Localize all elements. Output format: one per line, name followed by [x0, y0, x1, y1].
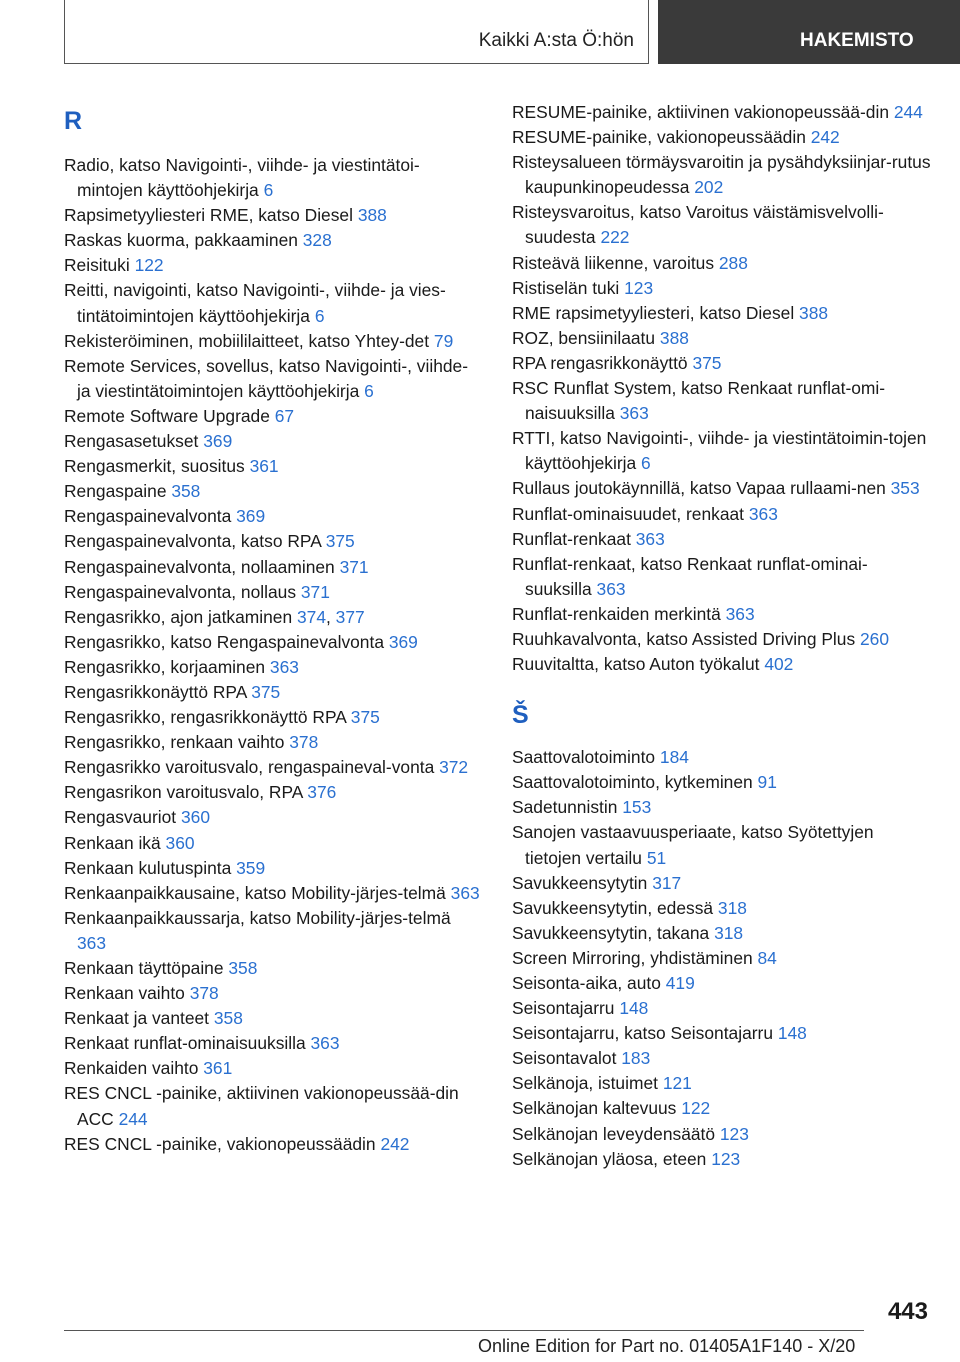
index-entry-text: Rengasmerkit, suositus: [64, 456, 245, 477]
page-reference-link[interactable]: 363: [748, 503, 778, 524]
index-entry-text: Rengaspainevalvonta, nollaus: [64, 581, 297, 602]
index-entry-text: Seisontajarru: [512, 998, 615, 1019]
index-entry-text: Rekisteröiminen, mobiililaitteet, katso Yhtey-det: [64, 330, 430, 351]
index-entry-text: RME rapsimetyyliesteri, katso Diesel: [512, 302, 795, 323]
index-entry-text: Selkänoja, istuimet: [512, 1073, 658, 1094]
index-entry: [64, 253, 484, 278]
page-reference-link[interactable]: 375: [325, 531, 355, 552]
page-reference-link[interactable]: 375: [350, 707, 380, 728]
index-entry: [512, 896, 932, 921]
index-entry-text: Rengasrikko, rengasrikkonäyttö RPA: [64, 707, 346, 728]
index-entry-text: Rengasrikko, renkaan vaihto: [64, 732, 285, 753]
page-reference-link[interactable]: 369: [236, 506, 266, 527]
page-reference-link[interactable]: 91: [757, 772, 777, 793]
index-entry: [512, 1046, 932, 1071]
page-reference-link[interactable]: 369: [203, 431, 233, 452]
index-entry: [64, 655, 484, 680]
index-entry-text: Renkaat ja vanteet: [64, 1008, 210, 1029]
page-reference-link[interactable]: 51: [646, 847, 667, 868]
index-entry: [512, 1021, 932, 1046]
index-entry-text: Renkaanpaikkaussarja, katso Mobility-järjes-telmä: [64, 907, 451, 928]
page-reference-link[interactable]: 79: [433, 330, 454, 351]
index-entry: [64, 856, 484, 881]
page-reference-link[interactable]: 123: [624, 277, 654, 298]
index-entry: [64, 805, 484, 830]
index-entry-text: Remote Software Upgrade: [64, 405, 270, 426]
page-reference-link[interactable]: 361: [203, 1058, 233, 1079]
index-entry: [64, 831, 484, 856]
page-reference-link[interactable]: 363: [619, 403, 649, 424]
index-entry: [512, 326, 932, 351]
index-entry: [512, 1122, 932, 1147]
index-entry: [64, 479, 484, 504]
page-reference-link[interactable]: 358: [171, 481, 201, 502]
index-entry: [512, 652, 932, 677]
index-entry-text: Renkaan täyttöpaine: [64, 958, 224, 978]
page-reference-link[interactable]: 378: [289, 732, 319, 753]
index-entry-text: Rengasrikko, katso Rengaspainevalvonta: [64, 631, 384, 652]
page-reference-link[interactable]: 388: [659, 327, 689, 348]
index-entry-text: Rengasvauriot: [64, 807, 177, 828]
page-reference-link[interactable]: 388: [357, 205, 387, 226]
index-entry: [64, 203, 484, 228]
index-entry-text: Renkaat runflat-ominaisuuksilla: [64, 1033, 306, 1054]
index-entry: [512, 125, 932, 150]
index-entry: [512, 602, 932, 627]
page-reference-link[interactable]: 242: [380, 1133, 410, 1154]
index-entry: [512, 301, 932, 326]
index-entry: [512, 276, 932, 301]
index-entry: [64, 881, 484, 906]
index-entry-text: Risteävä liikenne, varoitus: [512, 252, 715, 273]
index-entry: [64, 228, 484, 253]
page-reference-link[interactable]: 148: [777, 1023, 807, 1044]
page-reference-link[interactable]: 202: [694, 177, 724, 198]
index-entry-text: Selkänojan leveydensäätö: [512, 1123, 716, 1144]
index-entry-text: ROZ, bensiinilaatu: [512, 327, 656, 348]
index-entry-text: Screen Mirroring, yhdistäminen: [512, 947, 753, 968]
index-entry: [512, 552, 932, 602]
index-entry-text: Sadetunnistin: [512, 797, 618, 818]
page-reference-link[interactable]: 84: [757, 947, 777, 968]
index-entry-text: Runflat-renkaiden merkintä: [512, 603, 721, 624]
page-reference-link[interactable]: 6: [364, 380, 374, 401]
index-entry-text: Renkaan vaihto: [64, 983, 185, 1004]
page-reference-link[interactable]: 318: [714, 922, 744, 943]
index-entry: [512, 200, 932, 250]
index-entry: [64, 454, 484, 479]
index-entry-list: [512, 745, 932, 1172]
index-entry-text: Rengasrikko varoitusvalo, rengaspaineval-vonta: [64, 757, 435, 778]
page-reference-link[interactable]: 377: [335, 606, 365, 627]
index-column-left: [64, 100, 484, 1157]
page-reference-link[interactable]: 363: [77, 932, 107, 953]
page-reference-link[interactable]: 369: [388, 631, 418, 652]
index-entry: [64, 354, 484, 404]
index-entry-text: Rengasrikko, korjaaminen: [64, 656, 266, 677]
index-letter-s: Š: [512, 701, 529, 730]
page-reference-link[interactable]: 6: [641, 453, 651, 474]
page-reference-link[interactable]: 363: [725, 603, 755, 624]
index-entry: [512, 946, 932, 971]
index-entry: [64, 429, 484, 454]
page-reference-link[interactable]: 222: [600, 227, 630, 248]
edition-footer: Online Edition for Part no. 01405A1F140 - X/20: [478, 1336, 856, 1356]
index-entry: [64, 680, 484, 705]
index-entry-text: Renkaiden vaihto: [64, 1058, 199, 1079]
index-entry-text: Rengasrikko, ajon jatkaminen: [64, 606, 293, 627]
section-header-box: [64, 0, 649, 64]
index-entry: [64, 278, 484, 328]
index-entry-text: RPA rengasrikkonäyttö: [512, 352, 688, 373]
index-entry: Rengasrikko, ajon jatkaminen 374, 377: [64, 606, 365, 627]
index-entry-text: Runflat-renkaat: [512, 528, 631, 549]
page-reference-link[interactable]: 374: [296, 606, 326, 627]
page-reference-link[interactable]: 288: [718, 252, 748, 273]
index-letter-r: R: [64, 107, 83, 135]
index-entry-text: Rengaspainevalvonta: [64, 506, 232, 527]
page-reference-link[interactable]: 123: [719, 1123, 749, 1144]
index-entry: [512, 770, 932, 795]
index-entry: [512, 426, 932, 476]
index-entry: [512, 251, 932, 276]
index-entry-text: RTTI, katso Navigointi-, viihde- ja viestintätoimin-tojen käyttöohjekirja: [512, 428, 927, 474]
page-reference-link[interactable]: 402: [764, 654, 794, 675]
index-entry: [64, 981, 484, 1006]
index-entry-text: Renkaan ikä: [64, 832, 161, 853]
page-reference-link[interactable]: 359: [236, 857, 266, 878]
index-entry-list: [512, 100, 932, 677]
index-entry: [64, 1081, 484, 1131]
index-entry: [512, 996, 932, 1021]
page-reference-link[interactable]: 183: [621, 1048, 651, 1069]
index-entry-text: Radio, katso Navigointi-, viihde- ja viestintätoi-mintojen käyttöohjekirja: [64, 155, 420, 201]
index-entry: [512, 376, 932, 426]
page-reference-link[interactable]: 363: [596, 578, 626, 599]
footer-divider: [64, 1330, 864, 1331]
index-entry-text: RSC Runflat System, katso Renkaat runflat-omi-naisuuksilla: [512, 378, 886, 424]
page-reference-link[interactable]: 260: [860, 628, 890, 649]
index-entry-text: Rengaspainevalvonta, katso RPA: [64, 531, 321, 552]
page-reference-link[interactable]: 358: [213, 1008, 243, 1029]
index-entry: [64, 705, 484, 730]
page-reference-link[interactable]: 244: [893, 102, 923, 122]
index-entry-text: Rengaspaine: [64, 481, 167, 502]
index-entry: [512, 150, 932, 200]
page-reference-link[interactable]: 6: [314, 305, 325, 326]
page-reference-link[interactable]: 122: [134, 255, 164, 276]
page-reference-link[interactable]: 121: [662, 1073, 692, 1094]
index-entry-text: Ruuvitaltta, katso Auton työkalut: [512, 654, 760, 675]
index-entry-text: Sanojen vastaavuusperiaate, katso Syötettyjen tietojen vertailu: [512, 822, 874, 868]
index-entry-text: Rullaus joutokäynnillä, katso Vapaa rullaami-nen: [512, 478, 886, 499]
index-entry: [64, 1006, 484, 1031]
index-entry-text: Savukkeensytytin: [512, 872, 648, 893]
index-tab: [658, 0, 960, 64]
index-entry: [512, 820, 932, 870]
index-entry-text: Renkaanpaikkausaine, katso Mobility-järjes-telmä: [64, 882, 446, 903]
index-entry: [64, 555, 484, 580]
index-entry: [512, 1096, 932, 1121]
page-reference-link[interactable]: 360: [165, 832, 195, 853]
section-title: Kaikki A:sta Ö:hön: [478, 30, 634, 51]
page-reference-link[interactable]: 317: [652, 872, 682, 893]
page-reference-link[interactable]: 123: [711, 1148, 741, 1169]
index-entry: [512, 476, 932, 501]
page-reference-link[interactable]: 122: [681, 1098, 711, 1119]
index-entry: [64, 1031, 484, 1056]
index-entry-text: Savukkeensytytin, edessä: [512, 897, 714, 918]
page-reference-link[interactable]: 363: [310, 1033, 340, 1054]
index-entry-text: Saattovalotoiminto, kytkeminen: [512, 772, 753, 793]
index-entry: [512, 1071, 932, 1096]
page-reference-link[interactable]: 363: [635, 528, 665, 549]
index-entry: [64, 956, 484, 981]
page-reference-link[interactable]: 148: [619, 998, 649, 1019]
index-entry: [64, 730, 484, 755]
index-entry-text: Seisontajarru, katso Seisontajarru: [512, 1023, 773, 1044]
page-reference-link[interactable]: 375: [251, 681, 281, 702]
page-reference-link[interactable]: 153: [622, 797, 652, 818]
index-entry-text: Rengasrikon varoitusvalo, RPA: [64, 782, 303, 803]
page-reference-link[interactable]: 360: [180, 807, 210, 828]
index-entry-text: Selkänojan kaltevuus: [512, 1098, 677, 1119]
index-tab-label: HAKEMISTO: [800, 30, 914, 51]
page-reference-link[interactable]: 353: [890, 478, 920, 499]
page-reference-link[interactable]: 67: [274, 405, 295, 426]
index-column-right: [512, 100, 932, 1172]
index-entry: [512, 921, 932, 946]
page-reference-link[interactable]: 244: [118, 1108, 148, 1129]
index-entry: [64, 906, 484, 956]
page-reference-link[interactable]: 371: [339, 556, 369, 577]
index-entry: [512, 502, 932, 527]
index-entry-text: Raskas kuorma, pakkaaminen: [64, 230, 298, 251]
index-entry-text: Remote Services, sovellus, katso Navigointi-, viihde- ja viestintätoimintojen käyttöohjekirja: [64, 355, 469, 401]
page-reference-link[interactable]: 184: [659, 747, 689, 768]
page-reference-link[interactable]: 372: [439, 757, 469, 778]
index-entry: [64, 504, 484, 529]
index-entry-text: Runflat-ominaisuudet, renkaat: [512, 503, 745, 524]
index-entry-text: Risteysalueen törmäysvaroitin ja pysähdyksiinjar-rutus kaupunkinopeudessa: [512, 152, 931, 198]
index-entry-list: [64, 153, 484, 1157]
index-entry-text: Saattovalotoiminto: [512, 747, 656, 768]
index-entry: [64, 630, 484, 655]
index-entry-text: Risteysvaroitus, katso Varoitus väistämisvelvolli-suudesta: [512, 202, 884, 248]
index-entry-text: Ruuhkavalvonta, katso Assisted Driving Plus: [512, 628, 856, 649]
index-entry: [512, 795, 932, 820]
index-entry-text: RES CNCL -painike, vakionopeussäädin: [64, 1133, 376, 1154]
index-entry-text: RES CNCL -painike, aktiivinen vakionopeussää-din ACC: [64, 1083, 459, 1129]
index-entry: [512, 971, 932, 996]
index-entry-text: Seisontavalot: [512, 1048, 617, 1069]
index-entry: [64, 1056, 484, 1081]
index-entry-text: Reisituki: [64, 255, 130, 276]
page-reference-link[interactable]: 371: [300, 581, 330, 602]
index-entry: [64, 529, 484, 554]
index-entry-text: Savukkeensytytin, takana: [512, 922, 710, 943]
page-reference-link[interactable]: 375: [692, 352, 722, 373]
index-entry-text: Rengasasetukset: [64, 431, 199, 452]
index-entry: [512, 527, 932, 552]
index-entry-text: Rengaspainevalvonta, nollaaminen: [64, 556, 335, 577]
page-reference-link[interactable]: 378: [189, 983, 219, 1004]
index-entry: [64, 153, 484, 203]
page-reference-link[interactable]: 242: [810, 127, 840, 148]
index-entry-text: Seisonta-aika, auto: [512, 973, 661, 993]
page-reference-link[interactable]: 376: [307, 782, 337, 803]
index-entry: [64, 780, 484, 805]
index-entry: [512, 1147, 932, 1172]
page-reference-link[interactable]: 388: [799, 302, 829, 323]
page-reference-link[interactable]: 361: [249, 456, 279, 477]
index-entry-text: Renkaan kulutuspinta: [64, 857, 232, 878]
index-entry: [512, 351, 932, 376]
page-reference-link[interactable]: 358: [228, 958, 258, 978]
index-entry-text: Reitti, navigointi, katso Navigointi-, viihde- ja vies-tintätoimintojen käyttöohjekirja: [64, 280, 446, 326]
index-entry: [64, 755, 484, 780]
index-entry-text: RESUME-painike, aktiivinen vakionopeussää-din: [512, 102, 889, 122]
index-entry: [512, 100, 932, 125]
page-reference-link[interactable]: 419: [665, 973, 695, 993]
index-entry-text: Ristiselän tuki: [512, 277, 620, 298]
index-entry-text: Selkänojan yläosa, eteen: [512, 1148, 707, 1169]
page-reference-link[interactable]: 6: [263, 180, 274, 201]
index-entry: [64, 580, 484, 605]
index-entry: [512, 745, 932, 770]
page-reference-link[interactable]: 318: [717, 897, 747, 918]
index-entry-text: Rengasrikkonäyttö RPA: [64, 681, 247, 702]
index-entry: [64, 329, 484, 354]
index-entry-text: Runflat-renkaat, katso Renkaat runflat-ominai-suuksilla: [512, 553, 868, 599]
page-reference-link[interactable]: 363: [450, 882, 480, 903]
index-entry: [64, 404, 484, 429]
page-number: 443: [887, 1298, 928, 1325]
page-reference-link[interactable]: 328: [302, 230, 332, 251]
index-entry-text: Rapsimetyyliesteri RME, katso Diesel: [64, 205, 353, 226]
page-reference-link[interactable]: 363: [269, 656, 299, 677]
index-entry: [64, 1132, 484, 1157]
index-entry-text: RESUME-painike, vakionopeussäädin: [512, 127, 806, 148]
index-entry: [512, 871, 932, 896]
index-entry: [512, 627, 932, 652]
